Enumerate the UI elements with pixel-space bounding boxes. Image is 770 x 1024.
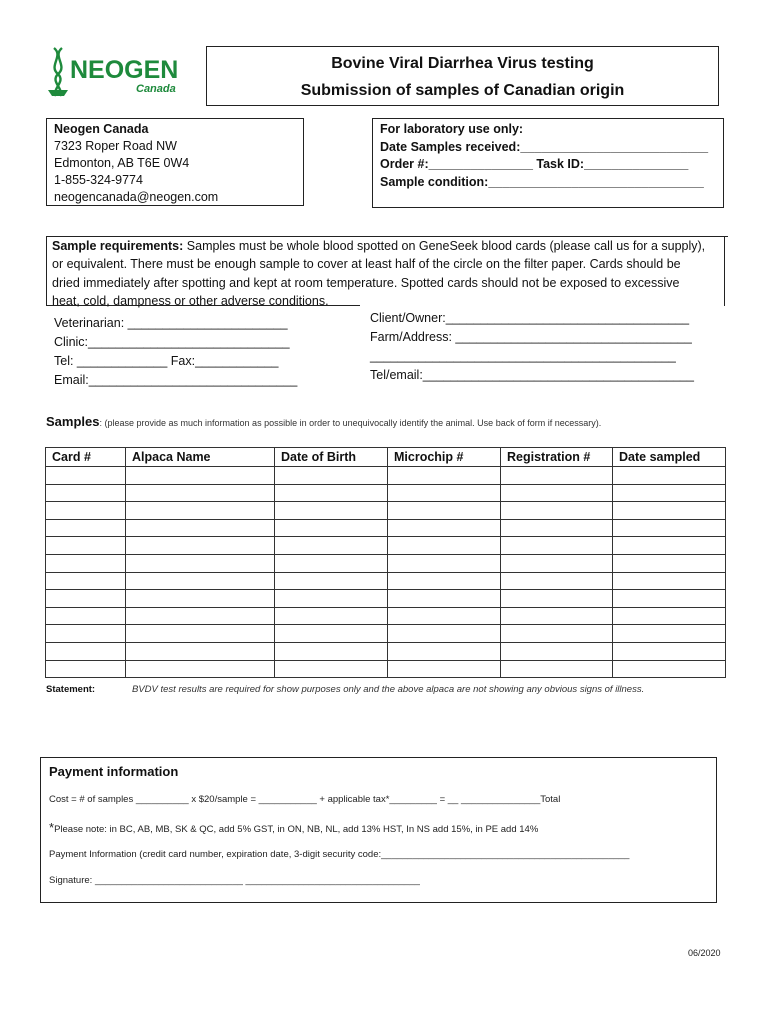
table-row bbox=[46, 502, 726, 520]
table-cell[interactable] bbox=[613, 572, 726, 590]
table-cell[interactable] bbox=[388, 519, 501, 537]
req-line3: dried immediately after spotting and kept at room temperature. Spotted cards should not be exposed to excessive bbox=[52, 275, 680, 290]
col-date-of-birth: Date of Birth bbox=[275, 448, 388, 467]
table-cell[interactable] bbox=[46, 572, 126, 590]
table-row bbox=[46, 625, 726, 643]
col-alpaca-name: Alpaca Name bbox=[126, 448, 275, 467]
table-cell[interactable] bbox=[275, 660, 388, 678]
table-cell[interactable] bbox=[501, 519, 613, 537]
table-cell[interactable] bbox=[388, 625, 501, 643]
logo-brand: NEOGEN bbox=[70, 56, 179, 84]
table-cell[interactable] bbox=[388, 554, 501, 572]
table-cell[interactable] bbox=[501, 660, 613, 678]
lab-order-field[interactable]: Order #:_______________ Task ID:_______________ bbox=[380, 157, 689, 171]
table-cell[interactable] bbox=[275, 554, 388, 572]
lab-heading: For laboratory use only: bbox=[380, 122, 524, 136]
table-cell[interactable] bbox=[388, 484, 501, 502]
table-cell[interactable] bbox=[275, 590, 388, 608]
address-name: Neogen Canada bbox=[54, 122, 149, 136]
req-label: Sample requirements: bbox=[52, 239, 184, 253]
vet-info bbox=[54, 314, 354, 390]
table-cell[interactable] bbox=[501, 572, 613, 590]
table-cell[interactable] bbox=[275, 607, 388, 625]
address-phone: 1-855-324-9774 bbox=[54, 173, 143, 187]
lab-use-box bbox=[372, 118, 724, 208]
table-cell[interactable] bbox=[46, 537, 126, 555]
table-cell[interactable] bbox=[126, 607, 275, 625]
req-line2: or equivalent. There must be enough sample to cover at least half of the circle on the filter paper. Cards should be bbox=[52, 257, 681, 272]
farm-address-line2[interactable]: ____________________________________________ bbox=[370, 349, 676, 363]
table-cell[interactable] bbox=[501, 467, 613, 485]
table-cell[interactable] bbox=[46, 660, 126, 678]
table-row bbox=[46, 572, 726, 590]
table-cell[interactable] bbox=[275, 484, 388, 502]
table-cell[interactable] bbox=[501, 554, 613, 572]
table-cell[interactable] bbox=[46, 590, 126, 608]
table-cell[interactable] bbox=[388, 537, 501, 555]
req-line1: Samples must be whole blood spotted on GeneSeek blood cards (please call us for a supply), bbox=[186, 239, 706, 253]
table-header-row bbox=[46, 448, 726, 467]
address-street: 7323 Roper Road NW bbox=[54, 139, 177, 153]
table-row bbox=[46, 607, 726, 625]
address-box bbox=[46, 118, 304, 206]
col-date-sampled: Date sampled bbox=[613, 448, 726, 467]
table-cell[interactable] bbox=[46, 554, 126, 572]
signature-field[interactable]: Signature: ____________________________ _________________________________ bbox=[49, 875, 420, 886]
table-cell[interactable] bbox=[126, 590, 275, 608]
farm-address-field[interactable]: Farm/Address: __________________________________ bbox=[370, 330, 692, 344]
table-cell[interactable] bbox=[501, 502, 613, 520]
table-cell[interactable] bbox=[501, 642, 613, 660]
address-city: Edmonton, AB T6E 0W4 bbox=[54, 156, 190, 170]
samples-note: : (please provide as much information as possible in order to unequivocally identify the animal. Use back of form if necessary). bbox=[99, 418, 602, 428]
tax-note bbox=[49, 820, 538, 835]
table-cell[interactable] bbox=[388, 502, 501, 520]
table-row bbox=[46, 484, 726, 502]
address-email: neogencanada@neogen.com bbox=[54, 190, 219, 204]
cost-line[interactable]: Cost = # of samples __________ x $20/sample = ___________ + applicable tax*_________ = __ _______________Total bbox=[49, 794, 561, 805]
table-cell[interactable] bbox=[126, 554, 275, 572]
table-cell[interactable] bbox=[501, 537, 613, 555]
title-line1: Bovine Viral Diarrhea Virus testing bbox=[331, 55, 594, 72]
table-cell[interactable] bbox=[613, 590, 726, 608]
client-info bbox=[370, 309, 720, 385]
sample-requirements bbox=[46, 236, 728, 306]
samples-label bbox=[46, 414, 601, 429]
table-cell[interactable] bbox=[613, 484, 726, 502]
table-cell[interactable] bbox=[275, 519, 388, 537]
table-cell[interactable] bbox=[388, 467, 501, 485]
table-cell[interactable] bbox=[126, 484, 275, 502]
table-cell[interactable] bbox=[126, 502, 275, 520]
table-cell[interactable] bbox=[388, 642, 501, 660]
table-row bbox=[46, 590, 726, 608]
table-cell[interactable] bbox=[126, 660, 275, 678]
table-cell[interactable] bbox=[275, 625, 388, 643]
table-cell[interactable] bbox=[501, 625, 613, 643]
tax-note-star: * bbox=[49, 820, 55, 835]
table-cell[interactable] bbox=[46, 607, 126, 625]
table-cell[interactable] bbox=[126, 467, 275, 485]
table-cell[interactable] bbox=[275, 572, 388, 590]
table-cell[interactable] bbox=[613, 660, 726, 678]
table-cell[interactable] bbox=[613, 519, 726, 537]
table-cell[interactable] bbox=[46, 625, 126, 643]
table-row bbox=[46, 642, 726, 660]
table-cell[interactable] bbox=[388, 607, 501, 625]
table-cell[interactable] bbox=[613, 537, 726, 555]
table-cell[interactable] bbox=[613, 467, 726, 485]
table-cell[interactable] bbox=[275, 467, 388, 485]
table-row bbox=[46, 467, 726, 485]
table-cell[interactable] bbox=[126, 642, 275, 660]
table-cell[interactable] bbox=[388, 572, 501, 590]
req-line4: heat, cold, dampness or other adverse conditions. bbox=[52, 293, 329, 308]
samples-table bbox=[45, 447, 726, 678]
table-cell[interactable] bbox=[126, 519, 275, 537]
table-cell[interactable] bbox=[501, 607, 613, 625]
neogen-logo bbox=[44, 44, 184, 100]
table-cell[interactable] bbox=[613, 502, 726, 520]
table-cell[interactable] bbox=[388, 590, 501, 608]
table-cell[interactable] bbox=[613, 642, 726, 660]
table-cell[interactable] bbox=[46, 502, 126, 520]
col-microchip: Microchip # bbox=[388, 448, 501, 467]
table-cell[interactable] bbox=[613, 607, 726, 625]
veterinarian-field[interactable]: Veterinarian: _______________________ bbox=[54, 316, 288, 330]
statement-label: Statement: bbox=[46, 684, 96, 695]
samples-heading: Samples bbox=[46, 414, 100, 429]
table-row bbox=[46, 660, 726, 678]
title-box bbox=[206, 46, 719, 106]
title-line2: Submission of samples of Canadian origin bbox=[300, 82, 625, 99]
table-cell[interactable] bbox=[275, 537, 388, 555]
table-cell[interactable] bbox=[126, 625, 275, 643]
table-cell[interactable] bbox=[46, 519, 126, 537]
table-row bbox=[46, 519, 726, 537]
payment-title: Payment information bbox=[49, 764, 179, 779]
table-cell[interactable] bbox=[275, 642, 388, 660]
table-cell[interactable] bbox=[46, 642, 126, 660]
tel-fax-field[interactable]: Tel: _____________ Fax:____________ bbox=[54, 354, 279, 368]
table-cell[interactable] bbox=[275, 502, 388, 520]
clinic-field[interactable]: Clinic:_____________________________ bbox=[54, 335, 290, 349]
table-cell[interactable] bbox=[46, 467, 126, 485]
table-cell[interactable] bbox=[613, 554, 726, 572]
table-cell[interactable] bbox=[126, 572, 275, 590]
table-row bbox=[46, 554, 726, 572]
lab-condition-field[interactable]: Sample condition:_______________________________ bbox=[380, 174, 704, 189]
logo-sub: Canada bbox=[136, 83, 176, 95]
client-tel-email-field[interactable]: Tel/email:_______________________________________ bbox=[370, 368, 694, 382]
tax-note-text: Please note: in BC, AB, MB, SK & QC, add 5% GST, in ON, NB, NL, add 13% HST, In NS add 15%, in PE add 14% bbox=[54, 824, 539, 835]
form-date: 06/2020 bbox=[688, 948, 721, 958]
payment-info-field[interactable]: Payment Information (credit card number, expiration date, 3-digit security code:_______________________________________________ bbox=[49, 849, 630, 860]
statement-text: BVDV test results are required for show purposes only and the above alpaca are not showing any obvious signs of illness. bbox=[132, 684, 645, 695]
lab-received-field[interactable]: Date Samples received:___________________________ bbox=[380, 139, 709, 154]
table-row bbox=[46, 537, 726, 555]
table-cell[interactable] bbox=[501, 590, 613, 608]
table-cell[interactable] bbox=[46, 484, 126, 502]
table-cell[interactable] bbox=[501, 484, 613, 502]
client-owner-field[interactable]: Client/Owner:___________________________________ bbox=[370, 311, 690, 325]
col-card: Card # bbox=[46, 448, 126, 467]
col-registration: Registration # bbox=[501, 448, 613, 467]
vet-email-field[interactable]: Email:______________________________ bbox=[54, 373, 298, 387]
table-cell[interactable] bbox=[613, 625, 726, 643]
table-cell[interactable] bbox=[126, 537, 275, 555]
table-cell[interactable] bbox=[388, 660, 501, 678]
